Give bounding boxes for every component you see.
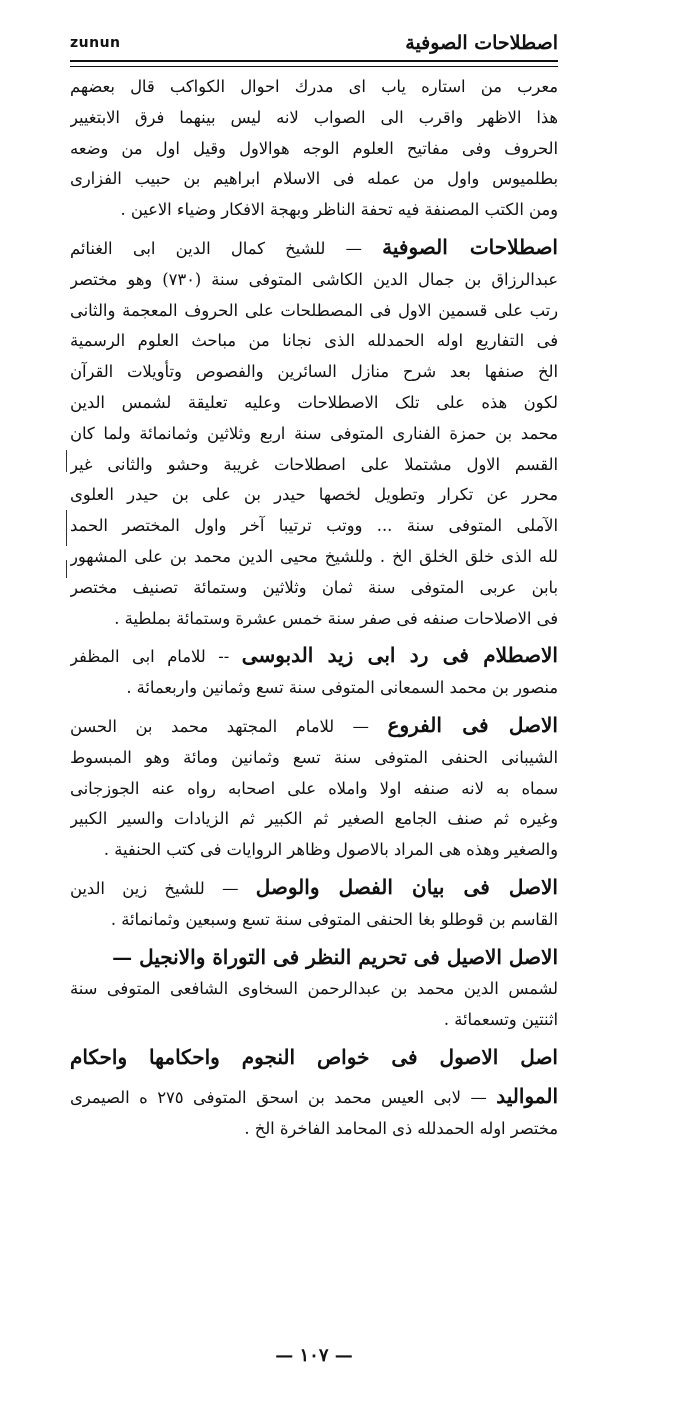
text-line: منصور بن محمد السمعانی المتوفی سنة تسع وثمانین واربعمائة . <box>126 678 558 698</box>
running-head <box>70 28 558 58</box>
text-line: وغیره ثم صنف الجامع الصغیر ثم الکبیر ثم الزیادات والسیر الکبیر <box>70 809 558 829</box>
text-line: لشمس الدین محمد بن عبدالرحمن السخاوی الشافعی المتوفی سنة <box>70 979 558 999</box>
entry-title: اصل الاصول فی خواص النجوم واحکامها واحکام <box>70 1044 558 1069</box>
entry-first-line <box>70 1042 558 1075</box>
text-line: رتب علی قسمین الاول فی المصطلحات علی الحروف المعجمة والثانی <box>70 300 558 320</box>
entry-author: — للشیخ زین الدین <box>70 878 239 898</box>
text-line: بابن عربی المتوفی سنة ثمان وثلاثین وستمائة تصنیف مختصر <box>70 577 558 597</box>
entry-title: الاصل فی الفروع <box>387 712 558 737</box>
text-line: ومن الکتب المصنفة فیه تحفة الناظر وبهجة الافکار وضیاء الاعین . <box>120 200 558 220</box>
header-left-word: zunun <box>70 35 121 51</box>
page-number: — ١٠٧ — <box>275 1345 353 1366</box>
text-line: محرر عن تکرار وتطویل لخصها حیدر بن علی بن حیدر العلوی <box>70 485 558 505</box>
entry-second-line <box>70 1081 558 1114</box>
margin-tick <box>66 560 67 578</box>
text-body <box>70 72 558 1325</box>
entry-first-line <box>70 942 558 975</box>
text-line: فی الاصلاحات صنفه فی صفر سنة خمس عشرة وستمائة بملطیة . <box>114 608 558 628</box>
text-line: والصغیر وهذه هی المراد بالاصول وظاهر الروایات فی کتب الحنفیة . <box>103 840 558 860</box>
entry-author: — لابی العیس محمد بن اسحق المتوفی ٢٧٥ ه الصیمری <box>70 1087 487 1107</box>
header-rule <box>70 60 558 67</box>
entry-author: — للشیخ کمال الدین ابی الغنائم <box>70 238 362 258</box>
margin-tick <box>66 510 67 546</box>
entry-title: اصطلاحات الصوفية <box>382 234 558 259</box>
text-line: لله الذی خلق الخلق الخ . وللشیخ محیی الدین محمد بن علی المشهور <box>70 546 558 566</box>
text-line: اثنتین وتسعمائة . <box>443 1010 558 1030</box>
text-line: مختصر اوله الحمدلله ذی المحامد الفاخرة الخ . <box>244 1118 558 1138</box>
entry-first-line <box>70 232 558 265</box>
text-line: محمد بن حمزة الفناری المتوفی سنة اربع وثلاثین وثمانمائة ولما کان <box>70 423 558 443</box>
text-line: الآملی المتوفی سنة ... ووتب ترتیبا آخر واول المختصر الحمد <box>70 516 558 536</box>
text-line: سماه به لانه صنفه اولا واملاه علی اصحابه رواه عنه الجوزجانی <box>70 778 558 798</box>
entry-first-line <box>70 640 558 673</box>
entry-author: — للامام المجتهد محمد بن الحسن <box>70 716 369 736</box>
entry-title: الاصل فی بیان الفصل والوصل <box>255 874 558 899</box>
text-line: معرب من استاره یاب ای مدرك احوال الکواکب قال بعضهم <box>70 77 558 96</box>
entry-author: -- للامام ابی المظفر <box>70 647 230 667</box>
entry-title: الاصطلام فی رد ابی زید الدبوسی <box>241 643 558 668</box>
text-line: عبدالرزاق بن جمال الدین الکاشی المتوفی سنة (٧٣٠) وهو مختصر <box>70 269 558 289</box>
margin-tick <box>66 450 67 472</box>
text-line: الخ صنفها بعد شرح منازل السائرین والفصوص وتأویلات القرآن <box>70 362 558 382</box>
text-line: بطلمیوس واول من عمله فی الاسلام ابراهیم بن حبیب الفزاری <box>70 169 558 189</box>
text-line: الحروف وفی مفاتیح العلوم الوجه هوالاول وقیل اول من وضعه <box>70 138 558 158</box>
text-line: القسم الاول مشتملا علی اصطلاحات غریبة وحشو والثانی غیر <box>70 454 558 474</box>
entry-first-line <box>70 872 558 905</box>
text-line: لکون هذه علی تلک الاصطلاحات وعلیه تعلیقة لشمس الدین <box>70 392 558 412</box>
entry-first-line <box>70 710 558 743</box>
text-line: فی التفاریع اوله الحمدلله الذی نجانا من مباحث العلوم الرسمیة <box>70 331 558 351</box>
text-line: القاسم بن قوطلو بغا الحنفی المتوفی سنة تسع وسبعین وثمانمائة . <box>110 909 558 929</box>
text-line: الشیبانی الحنفی المتوفی سنة تسع وثمانین ومائة وهو المبسوط <box>70 747 558 767</box>
entry-title-continued: المواليد <box>496 1083 558 1108</box>
text-line: هذا الاظهر واقرب الی الصواب لانه لیس بینهما فرق الابتغییر <box>70 107 558 127</box>
running-title: اصطلاحات الصوفية <box>405 32 558 54</box>
margin-marks <box>66 450 68 630</box>
entry-title: الاصل الاصیل فی تحریم النظر فی التوراة والانجیل — <box>112 944 558 969</box>
